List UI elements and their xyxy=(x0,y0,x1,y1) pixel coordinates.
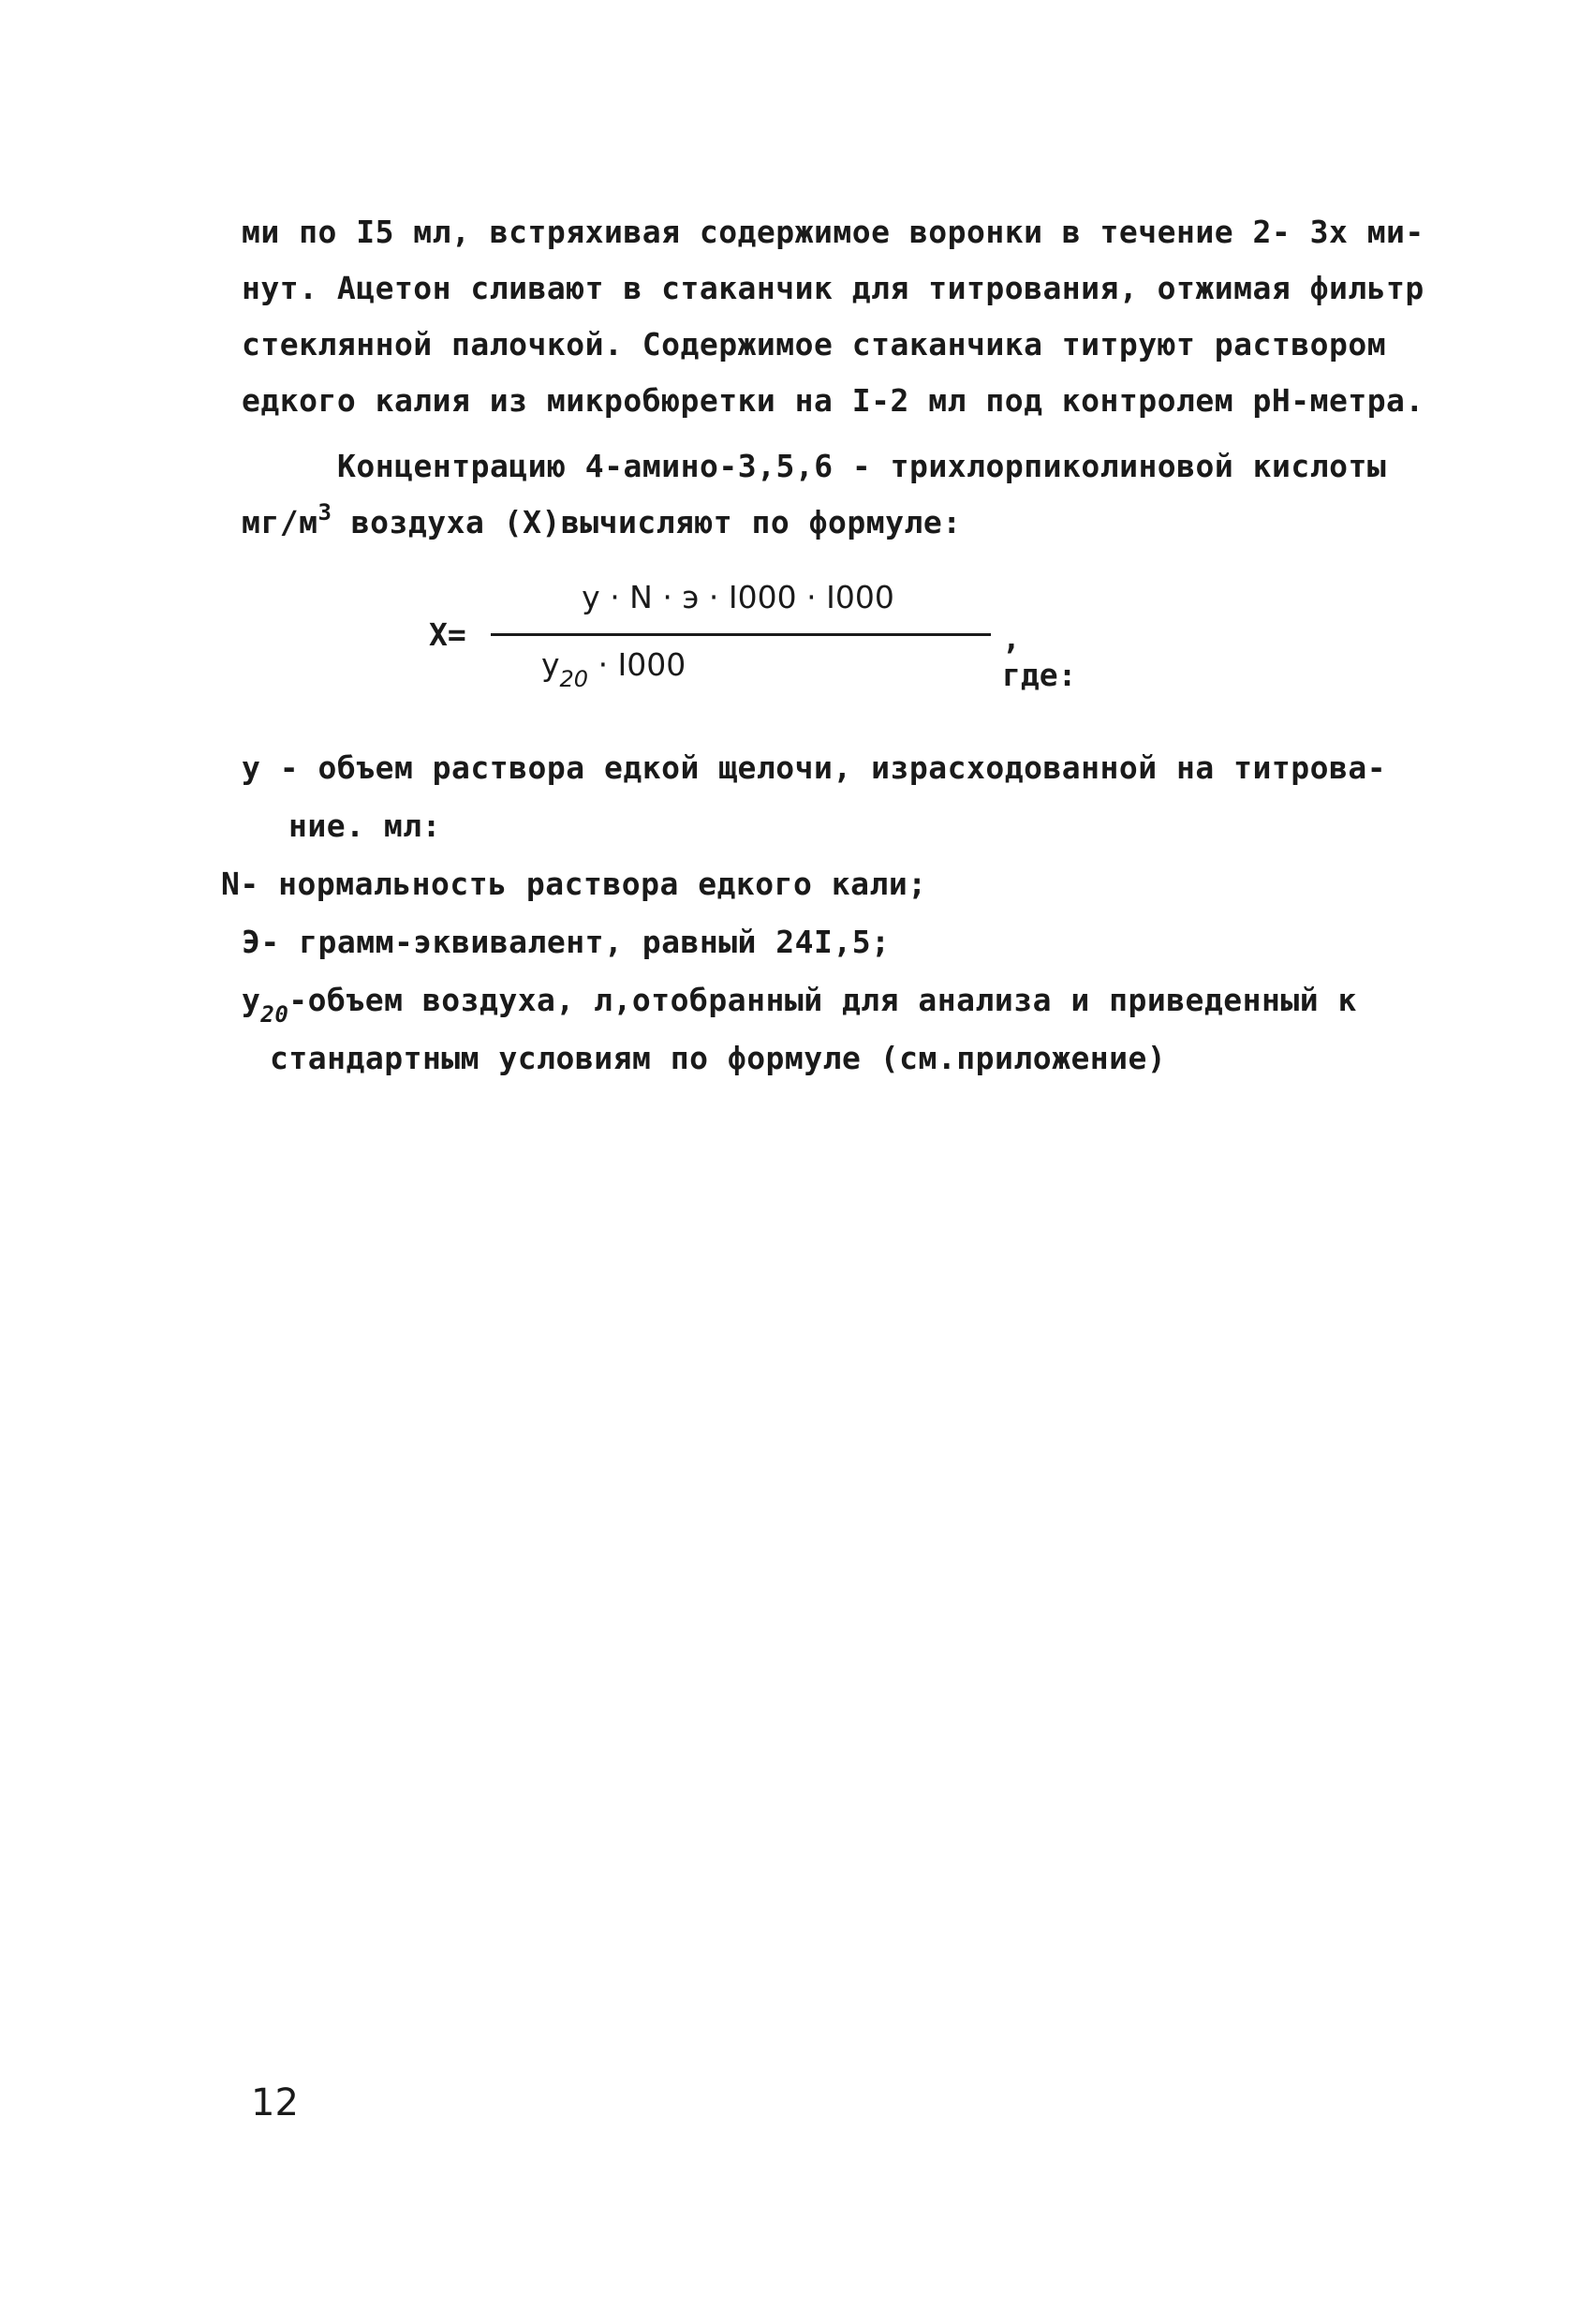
paragraph1-line1: ми по I5 мл, встряхивая содержимое воронки в течение 2- 3х ми- xyxy=(242,214,1424,250)
paragraph1-line2: нут. Ацетон сливают в стаканчик для титрования, отжимая фильтр xyxy=(242,270,1424,306)
fraction-bar xyxy=(491,633,991,636)
formula-tail: , где: xyxy=(1002,620,1077,693)
formula-lhs: X= xyxy=(429,616,466,653)
paragraph1-line3: стеклянной палочкой. Содержимое стаканчика титруют раствором xyxy=(242,326,1387,363)
definition-equivalent: Э- грамм-эквивалент, равный 24I,5; xyxy=(242,924,891,960)
concentration-formula xyxy=(429,579,1085,710)
denominator-variable: у xyxy=(541,646,560,683)
volume-description: -объем воздуха, л,отобранный для анализа и приведенный к xyxy=(288,982,1357,1018)
volume-subscript: 20 xyxy=(260,1001,289,1028)
unit-text: мг/м xyxy=(242,504,318,540)
definition-y-line1: у - объем раствора едкой щелочи, израсходованной на титрова- xyxy=(242,749,1387,786)
paragraph2-line2-rest: воздуха (X)вычисляют по формуле: xyxy=(332,504,962,540)
definition-normality: N- нормальность раствора едкого кали; xyxy=(221,866,927,902)
formula-numerator: у · N · э · I000 · I000 xyxy=(582,579,894,615)
definition-volume-line2: стандартным условиям по формуле (см.приложение) xyxy=(270,1040,1167,1076)
definition-y-line2: ние. мл: xyxy=(288,807,441,844)
formula-denominator xyxy=(541,646,686,692)
unit-exponent: 3 xyxy=(317,499,332,525)
denominator-rest: · I000 xyxy=(598,646,686,683)
paragraph2-line1: Концентрацию 4-амино-3,5,6 - трихлорпиколиновой кислоты xyxy=(337,448,1387,484)
paragraph1-line4: едкого калия из микробюретки на I-2 мл под контролем pH-метра. xyxy=(242,382,1424,419)
volume-variable: у xyxy=(242,982,261,1018)
paragraph2-line2 xyxy=(242,499,962,540)
definition-volume-line1 xyxy=(242,982,1357,1028)
denominator-subscript: 20 xyxy=(559,666,589,692)
page-number: 12 xyxy=(251,2081,299,2124)
